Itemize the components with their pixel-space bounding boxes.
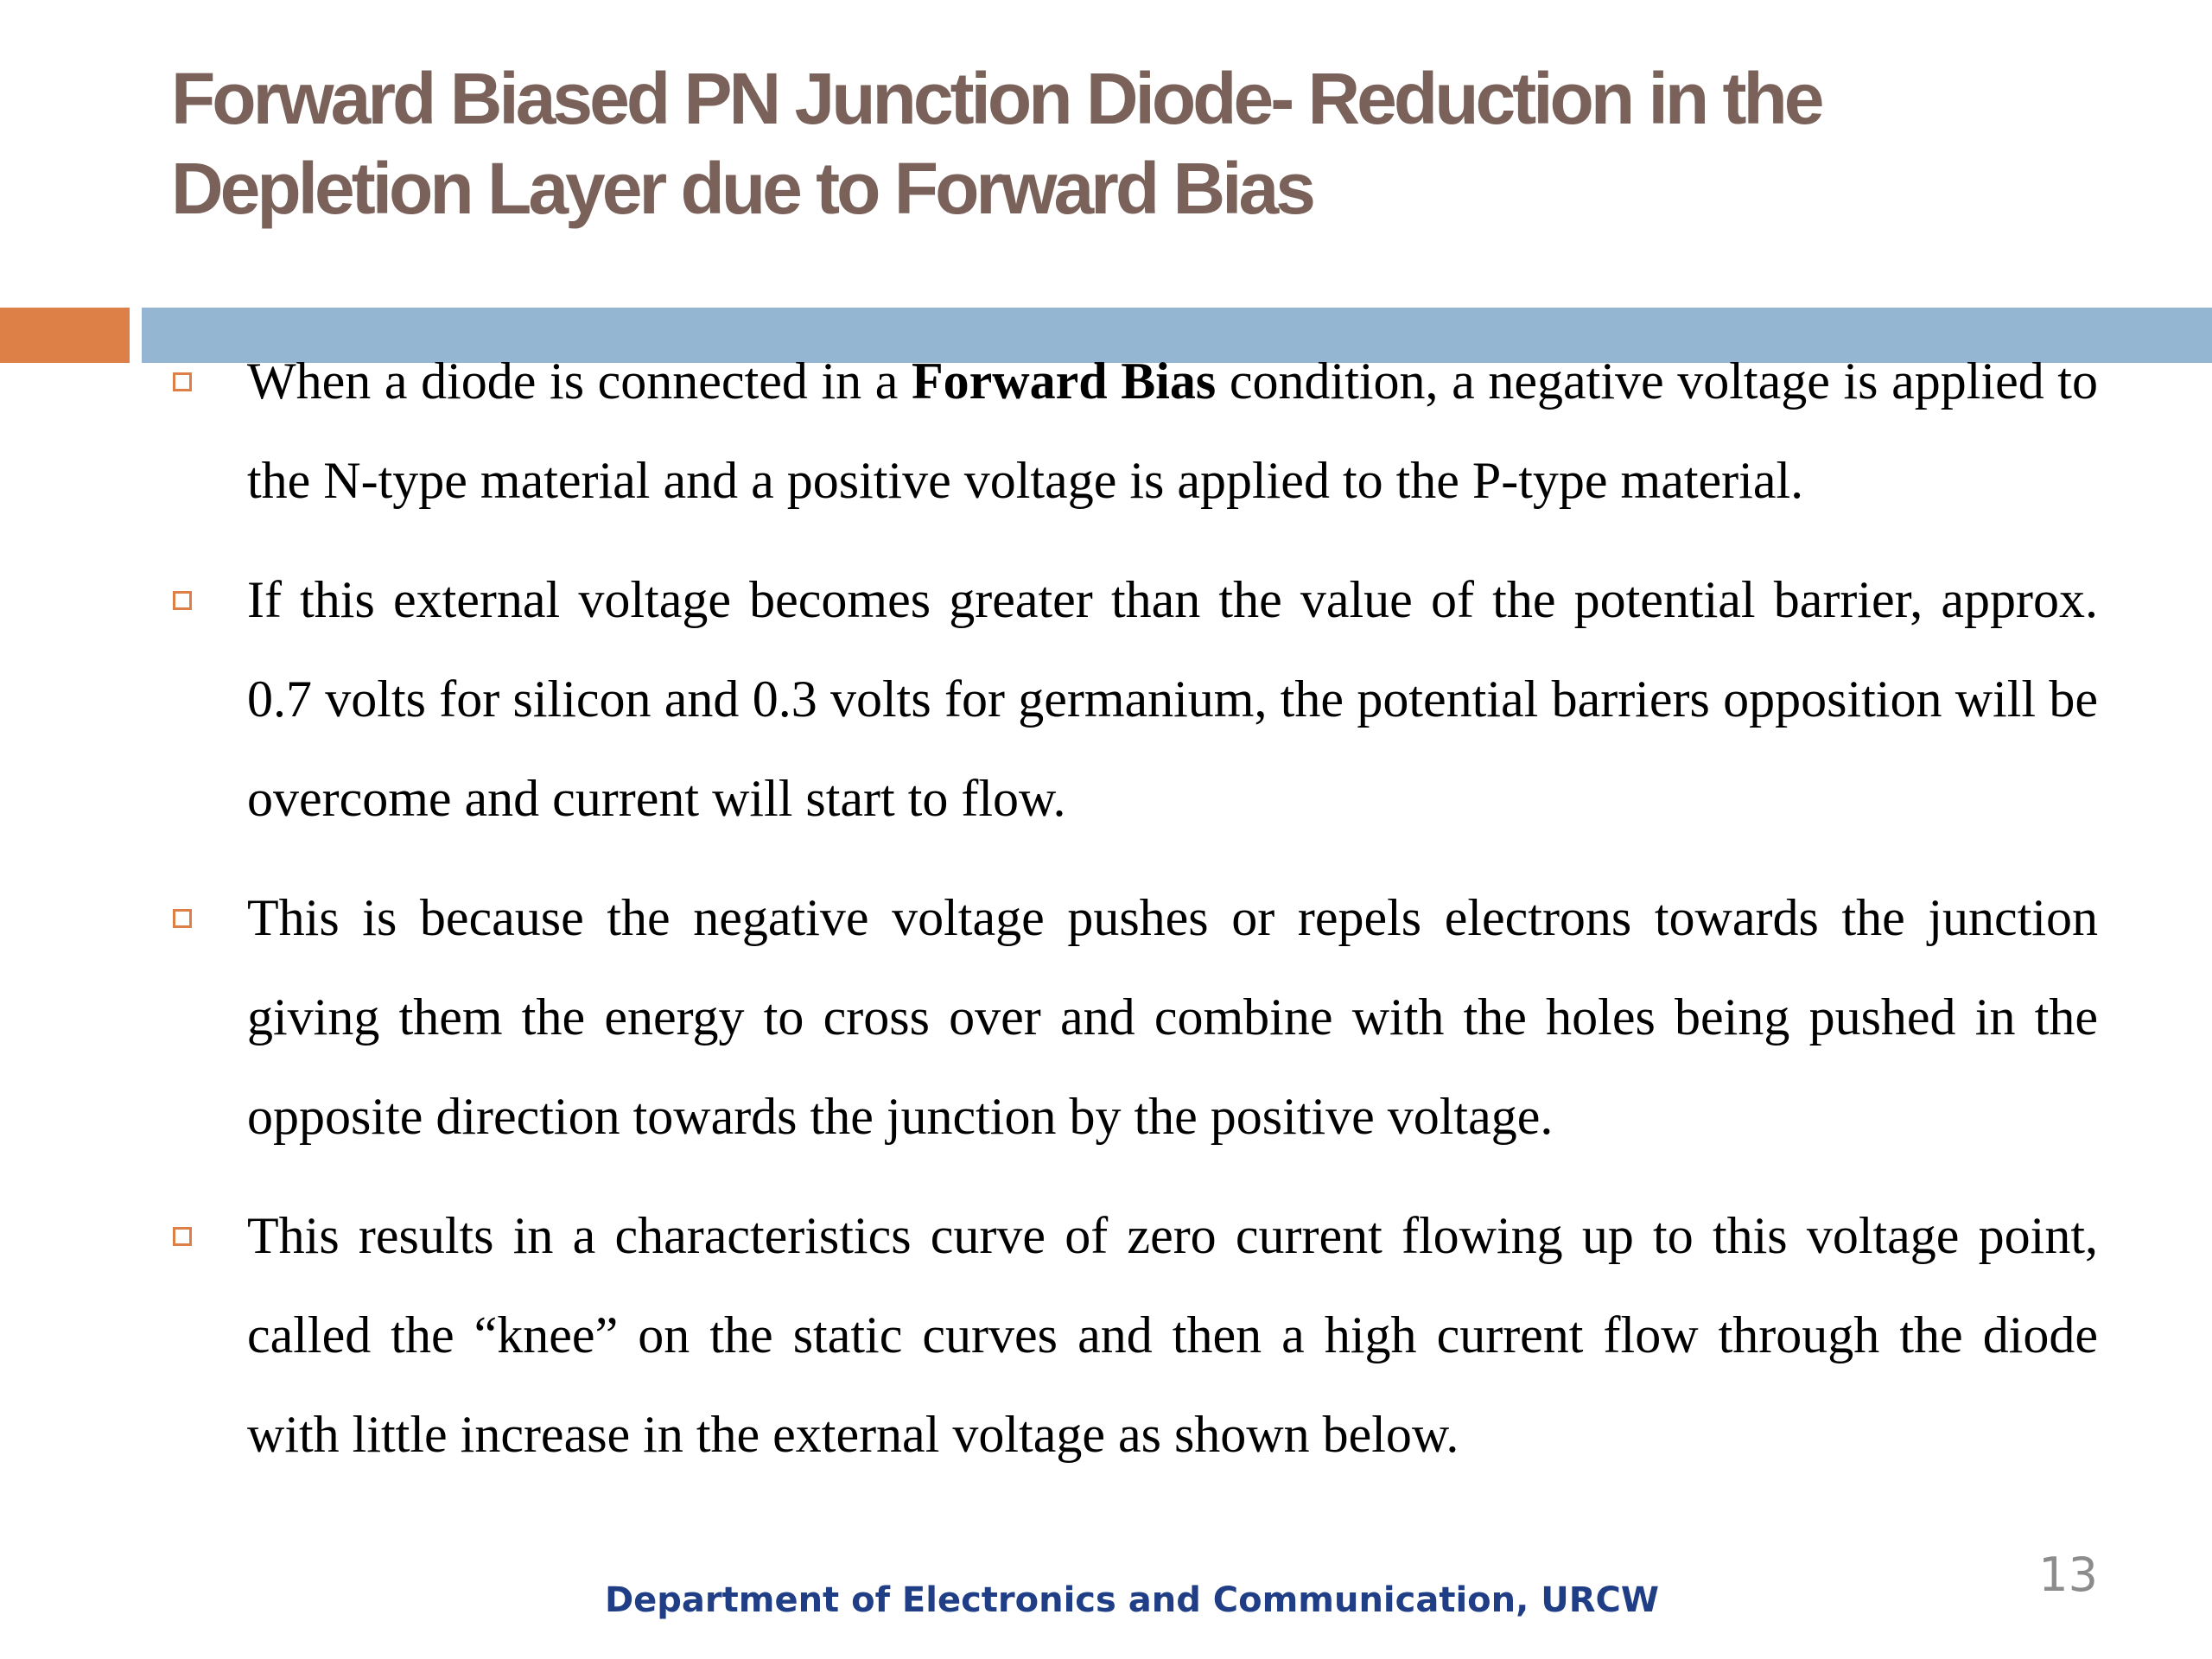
square-bullet-icon [173, 372, 192, 391]
bullet-text: This is because the negative voltage pushes or repels electrons towards the junction giving them the energy to cross over and combine with the holes being pushed in the opposite direction towards the junction by the positive voltage. [247, 889, 2098, 1145]
square-bullet-icon [173, 909, 192, 928]
bullet-item [171, 332, 2098, 531]
bullet-text-part: condition, a negative voltage is applied to the N-type material and a positive voltage is applied to the P-type material. [247, 353, 2098, 509]
square-bullet-icon [173, 591, 192, 610]
bullet-list [171, 332, 2098, 1504]
slide-title: Forward Biased PN Junction Diode- Reduction in the Depletion Layer due to Forward Bias [171, 58, 1821, 229]
bullet-text [247, 353, 2098, 509]
footer-department: Department of Electronics and Communication, URCW [604, 1580, 1660, 1620]
page-number: 13 [2038, 1548, 2098, 1602]
bullet-item [171, 1186, 2098, 1484]
bullet-item [171, 868, 2098, 1166]
accent-bar-orange [0, 308, 130, 363]
bullet-text: This results in a characteristics curve of zero current flowing up to this voltage point, called the “knee” on the static curves and then a high current flow through the diode with little increase in the external voltage as shown below. [247, 1207, 2098, 1463]
bullet-item [171, 550, 2098, 849]
bullet-bold-term: Forward Bias [912, 353, 1217, 410]
bullet-text-part: When a diode is connected in a [247, 353, 912, 410]
square-bullet-icon [173, 1227, 192, 1246]
bullet-text: If this external voltage becomes greater than the value of the potential barrier, approx. 0.7 volts for silicon and 0.3 volts for germanium, the potential barriers opposition will be overcome and current will start to flow. [247, 571, 2098, 827]
